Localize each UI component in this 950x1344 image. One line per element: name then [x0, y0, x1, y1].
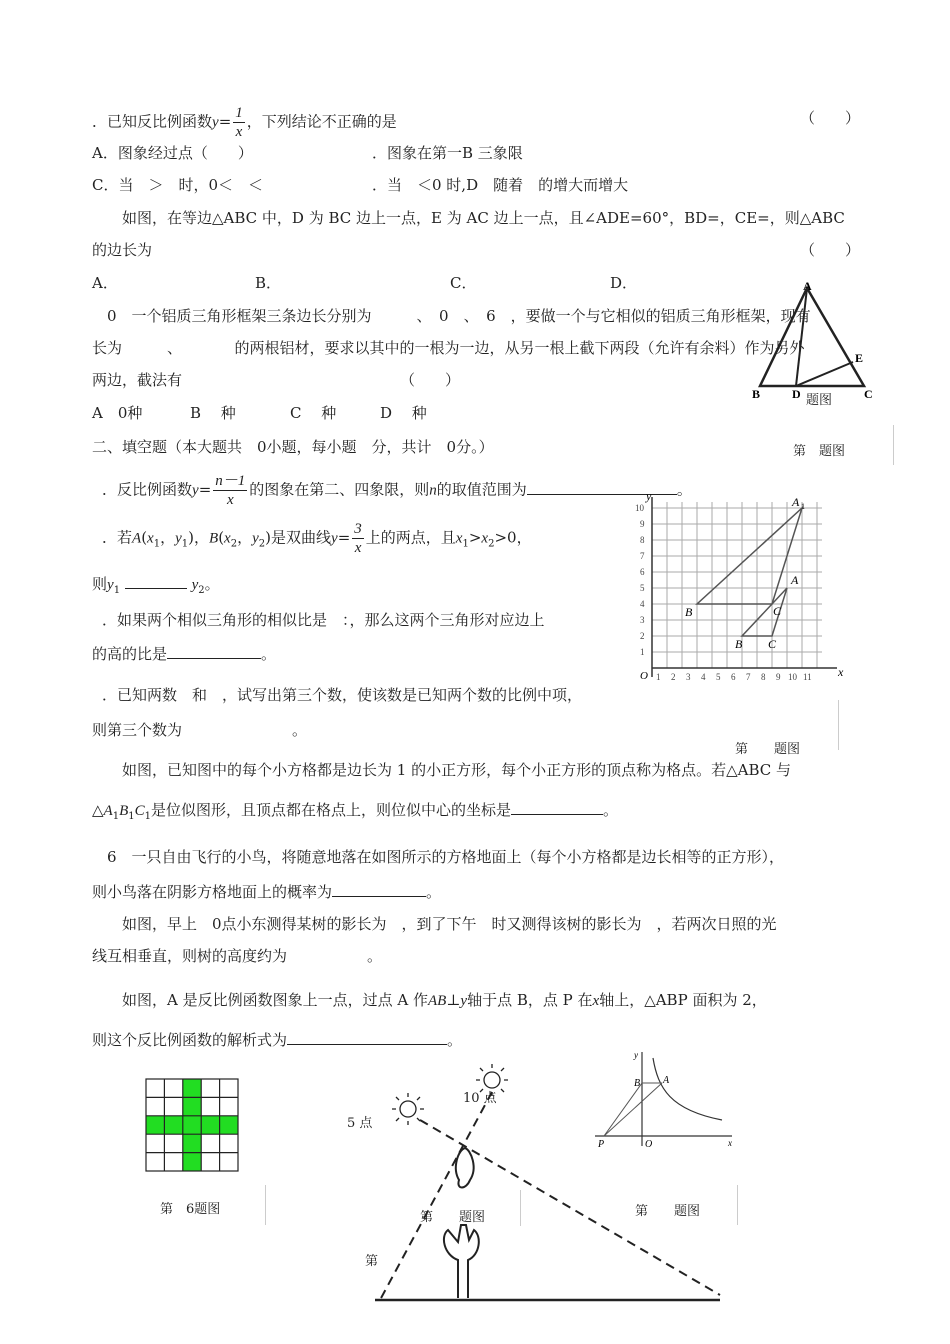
svg-text:3: 3: [686, 672, 691, 682]
sun-icon-left: [392, 1093, 424, 1125]
divider: [737, 1185, 738, 1225]
q10-line2: 线互相垂直，则树的高度约为 。: [92, 947, 383, 965]
caption-grid: 第 题图: [735, 742, 801, 757]
q2-option-d: D．: [610, 274, 638, 292]
q8-line2: $\triangle A_1B_1C_1$是位似图形，且顶点都在格点上，则位似中心的坐标是 。: [92, 801, 619, 822]
q4-text: ．反比例函数y= $\frac{n-1}{x}$ 的图象在第二、四象限，则n的取值范围为 。: [102, 473, 692, 508]
svg-text:1: 1: [656, 672, 661, 682]
q1-option-d: ．当 ＜0 时,D 随着 的增大而增大: [372, 176, 629, 194]
grid-label-c: C: [768, 637, 777, 651]
grid-label-x: x: [838, 665, 844, 679]
q3-option-c: C 种: [290, 404, 337, 422]
svg-text:9: 9: [776, 672, 781, 682]
svg-text:2: 2: [671, 672, 676, 682]
caption-tree-side: 第: [365, 1254, 379, 1269]
q3-bracket: （ ）: [400, 371, 461, 389]
svg-text:3: 3: [640, 615, 645, 625]
q2-text: 如图，在等边△ABC 中，D 为 BC 边上一点，E 为 AC 边上一点，且∠ADE=60°，BD=，CE=，则△ABC: [122, 209, 845, 227]
grid-label-y: y: [646, 492, 652, 503]
grid-label-a1-sub: 1: [801, 502, 805, 511]
q11-line1: 如图，A 是反比例函数图象上一点，过点 A 作AB⊥y轴于点 B，点 P 在x轴上，△ABP 面积为 2，: [122, 991, 767, 1009]
svg-text:5: 5: [640, 583, 645, 593]
q3-line3: 两边，截法有: [92, 371, 183, 389]
svg-text:8: 8: [640, 535, 645, 545]
q5-fraction: $\frac{3}{x}$: [354, 521, 362, 556]
hyper-label-o: O: [645, 1139, 653, 1148]
q1-fraction: $\frac{1}{x}$: [235, 105, 243, 140]
q1-option-b: ．图象在第一B 三象限: [372, 144, 523, 162]
tri-label-d: D: [792, 387, 801, 401]
divider: [893, 425, 894, 465]
caption-tree: 第 题图: [420, 1210, 486, 1225]
divider: [265, 1185, 266, 1225]
q2-option-c: C．: [450, 274, 477, 292]
hyper-label-y: y: [634, 1050, 638, 1060]
q2-option-a: A．: [92, 274, 118, 292]
shaded-board-figure: [145, 1078, 245, 1174]
grid-label-o: O: [640, 670, 648, 682]
q1-option-a: A．图象经过点（ ）: [92, 144, 253, 162]
svg-text:7: 7: [746, 672, 751, 682]
tri-label-c: C: [864, 387, 873, 401]
q6-answer-blank[interactable]: [167, 644, 261, 659]
q5-line2: 则$y_1$ $y_2$。: [92, 575, 220, 596]
svg-text:10: 10: [788, 672, 797, 682]
q11-answer-blank[interactable]: [287, 1030, 447, 1045]
q8-line1: 如图，已知图中的每个小方格都是边长为 1 的小正方形，每个小正方形的顶点称为格点。若△ABC 与: [122, 761, 791, 779]
svg-text:1: 1: [640, 647, 645, 657]
hyper-label-a: A: [663, 1075, 670, 1086]
grid-label-a: A: [791, 573, 799, 587]
q2-bracket: （ ）: [800, 241, 861, 259]
q3-line1: 0 一个铝质三角形框架三条边长分别为 、 0 、 6 ，要做一个与它相似的铝质三角形框架，现有: [107, 307, 811, 325]
q2-option-b: B．: [255, 274, 282, 292]
divider: [520, 1190, 521, 1226]
q1-bracket: （ ）: [800, 109, 861, 127]
hyperbola-figure: [590, 1048, 740, 1148]
q7-line2: 则第三个数为 。: [92, 721, 308, 739]
q3-option-a: A 0种: [92, 404, 143, 422]
coordinate-grid-figure: [632, 492, 850, 692]
q1-option-c: C．当 ＞ 时，0＜ ＜: [92, 176, 264, 194]
grid-label-c1: C: [773, 604, 782, 618]
q11-line2: 则这个反比例函数的解析式为 。: [92, 1031, 463, 1049]
q3-option-d: D 种: [380, 404, 427, 422]
hyper-label-x: x: [728, 1138, 732, 1148]
svg-text:9: 9: [640, 519, 645, 529]
grid-label-b: B: [735, 637, 743, 651]
q1-stem: ．已知反比例函数y= $\frac{1}{x}$ ，下列结论不正确的是: [92, 105, 397, 140]
q10-line1: 如图，早上 0点小东测得某树的影长为 ，到了下午 时又测得该树的影长为 ，若两次日照的光: [122, 915, 777, 933]
q6-line1: ．如果两个相似三角形的相似比是 ：，那么这两个三角形对应边上: [102, 611, 545, 629]
q9-line2: 则小鸟落在阴影方格地面上的概率为 。: [92, 883, 442, 901]
svg-text:4: 4: [701, 672, 706, 682]
caption-board: 第 6题图: [160, 1202, 221, 1217]
hyper-label-p: P: [598, 1139, 605, 1148]
tri-label-b: B: [752, 387, 761, 401]
q7-line1: ．已知两数 和 ，试写出第三个数，使该数是已知两个数的比例中项，: [102, 686, 583, 704]
svg-text:11: 11: [803, 672, 812, 682]
q8-answer-blank[interactable]: [511, 800, 603, 815]
caption-hyperbola: 第 题图: [635, 1204, 701, 1219]
caption-triangle: 题图: [806, 393, 833, 408]
q5-text: ．若$A(x_1$，$y_1$)，$B(x_2$，$y_2$)是双曲线y= $\frac{3}{x}$ 上的两点，且$x_1>x_2>0$，: [102, 521, 532, 556]
q2-text2: 的边长为: [92, 241, 153, 259]
caption-triangle-question: 第 题图: [793, 444, 846, 459]
q3-option-b: B 种: [190, 404, 236, 422]
svg-text:5: 5: [716, 672, 721, 682]
svg-text:6: 6: [640, 567, 645, 577]
q3-line2: 长为 、 的两根铝材，要求以其中的一根为一边，从另一根上截下两段（允许有余料）作为另外: [92, 339, 805, 357]
q4-fraction: $\frac{n-1}{x}$: [215, 473, 246, 508]
svg-text:10: 10: [635, 503, 644, 513]
q9-answer-blank[interactable]: [332, 882, 426, 897]
tri-label-a: A: [803, 280, 812, 293]
svg-text:4: 4: [640, 599, 645, 609]
hyper-label-b: B: [634, 1078, 641, 1089]
tri-label-e: E: [855, 351, 864, 365]
section-2-heading: 二、填空题（本大题共 0小题，每小题 分，共计 0分。）: [92, 438, 494, 456]
q5-answer-blank[interactable]: [125, 574, 187, 589]
tree-label-5: 5 点: [347, 1116, 373, 1131]
q9-line1: 6 一只自由飞行的小鸟，将随意地落在如图所示的方格地面上（每个小方格都是边长相等的正方形），: [107, 848, 785, 866]
divider: [838, 700, 839, 750]
grid-label-b1: B: [685, 605, 693, 619]
svg-text:8: 8: [761, 672, 766, 682]
q6-line2: 的高的比是 。: [92, 645, 277, 663]
svg-text:2: 2: [640, 631, 645, 641]
svg-text:6: 6: [731, 672, 736, 682]
svg-text:7: 7: [640, 551, 645, 561]
grid-label-a1: A: [792, 495, 800, 509]
tree-label-10: 10 点: [463, 1091, 497, 1106]
